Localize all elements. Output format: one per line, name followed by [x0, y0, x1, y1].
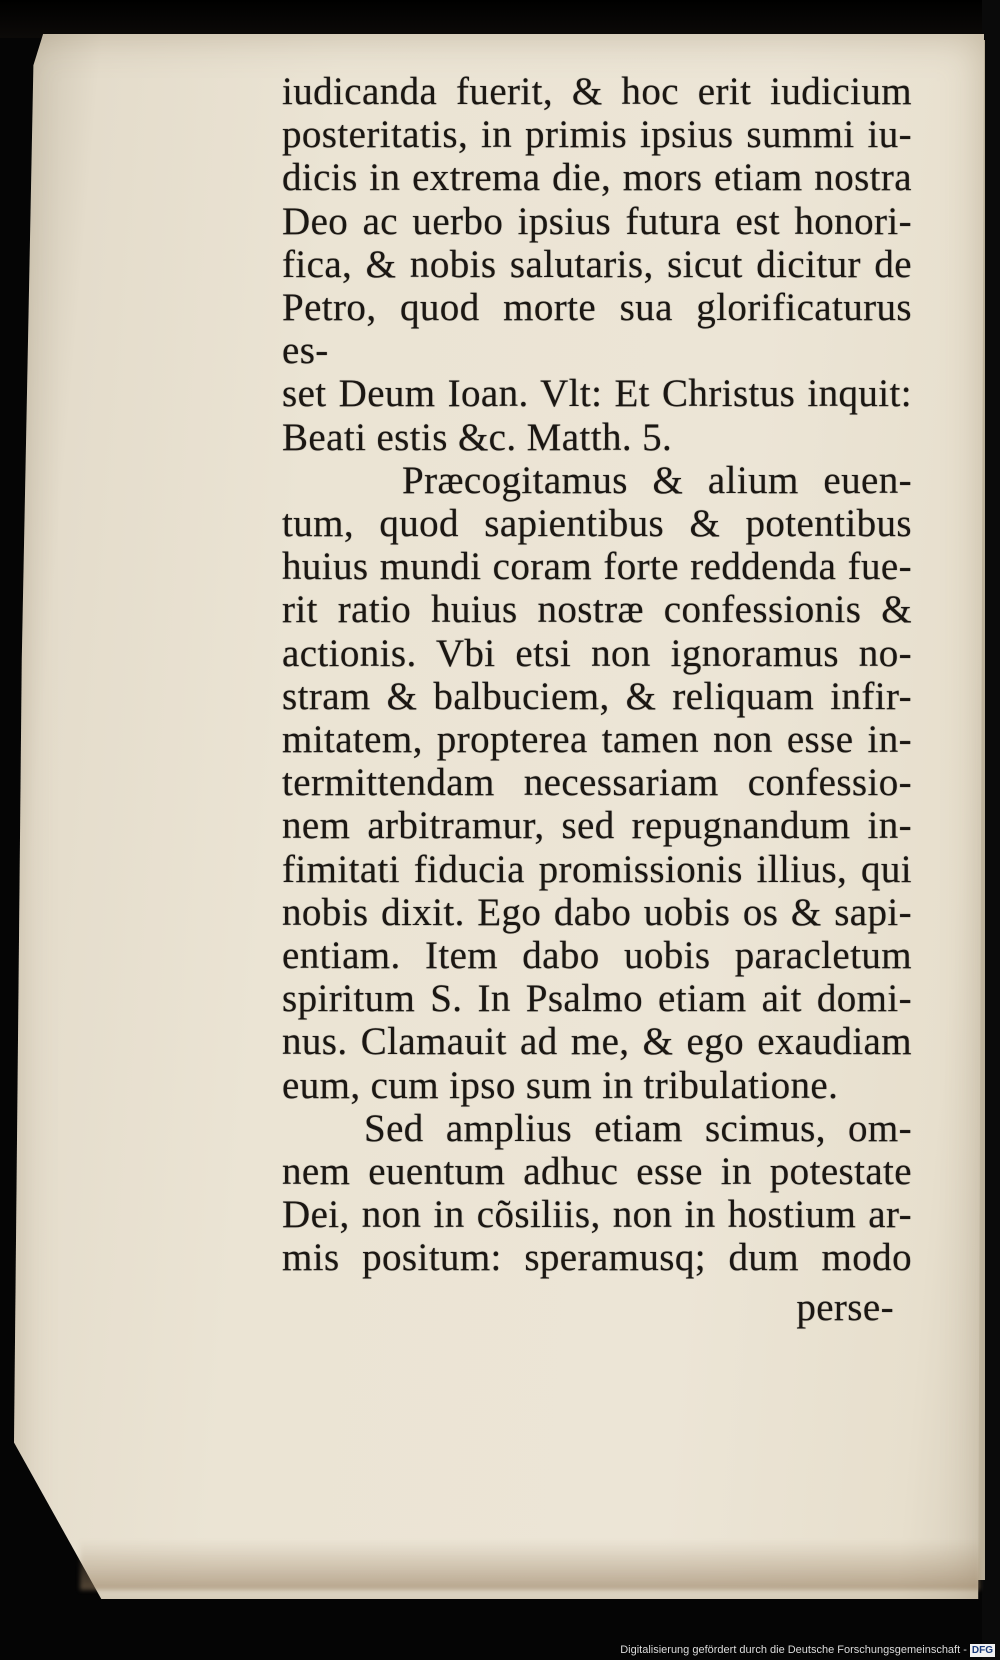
text-line: dicis in extrema die, mors etiam nostra [282, 156, 912, 200]
text-line: eum, cum ipso sum in tribulatione. [282, 1063, 839, 1107]
text-line-paragraph-start: Præcogitamus & alium euen- [402, 458, 912, 502]
catchword: perse- [796, 1285, 894, 1329]
text-line: nus. Clamauit ad me, & ego exaudiam [282, 1020, 912, 1064]
page-stain [80, 1540, 980, 1590]
text-line: Dei, non in cõsiliis, non in hostium ar- [282, 1193, 912, 1237]
text-line: mis positum: speramusq; dum modo [282, 1236, 912, 1280]
text-line: spiritum S. In Psalmo etiam ait domi- [282, 977, 912, 1021]
text-line: Beati estis &c. Matth. 5. [282, 415, 673, 459]
page-text [282, 70, 912, 1329]
text-line: nobis dixit. Ego dabo uobis os & sapi- [282, 890, 912, 934]
text-line: set Deum Ioan. Vlt: Et Christus inquit: [282, 372, 912, 416]
text-line: termittendam necessariam confessio- [282, 761, 912, 805]
credit-text: Digitalisierung gefördert durch die Deutsche Forschungsgemeinschaft - [620, 1644, 967, 1656]
text-line: tum, quod sapientibus & potentibus [282, 502, 912, 546]
text-line: fimitati fiducia promissionis illius, qui [282, 847, 912, 891]
text-line: nem arbitramur, sed repugnandum in- [282, 804, 912, 848]
text-line: entiam. Item dabo uobis paracletum [282, 934, 912, 978]
text-line: actionis. Vbi etsi non ignoramus no- [282, 631, 912, 675]
dfg-logo: DFG [971, 1644, 993, 1656]
text-line: mitatem, propterea tamen non esse in- [282, 718, 912, 762]
text-line-paragraph-start: Sed amplius etiam scimus, om- [364, 1106, 912, 1150]
text-line: Petro, quod morte sua glorificaturus es- [282, 286, 912, 373]
text-line: Deo ac uerbo ipsius futura est honori- [282, 199, 912, 243]
scan-top-edge [0, 0, 1000, 38]
text-line: fica, & nobis salutaris, sicut dicitur de [282, 242, 912, 286]
text-line: stram & balbuciem, & reliquam infir- [282, 674, 912, 718]
digitization-credit [590, 1641, 995, 1660]
text-line: iudicanda fuerit, & hoc erit iudicium [282, 70, 912, 113]
text-line: rit ratio huius nostræ confessionis & [282, 588, 912, 632]
text-line: posteritatis, in primis ipsius summi iu- [282, 113, 912, 157]
text-line: huius mundi coram forte reddenda fue- [282, 545, 912, 589]
text-line: nem euentum adhuc esse in potestate [282, 1150, 912, 1194]
